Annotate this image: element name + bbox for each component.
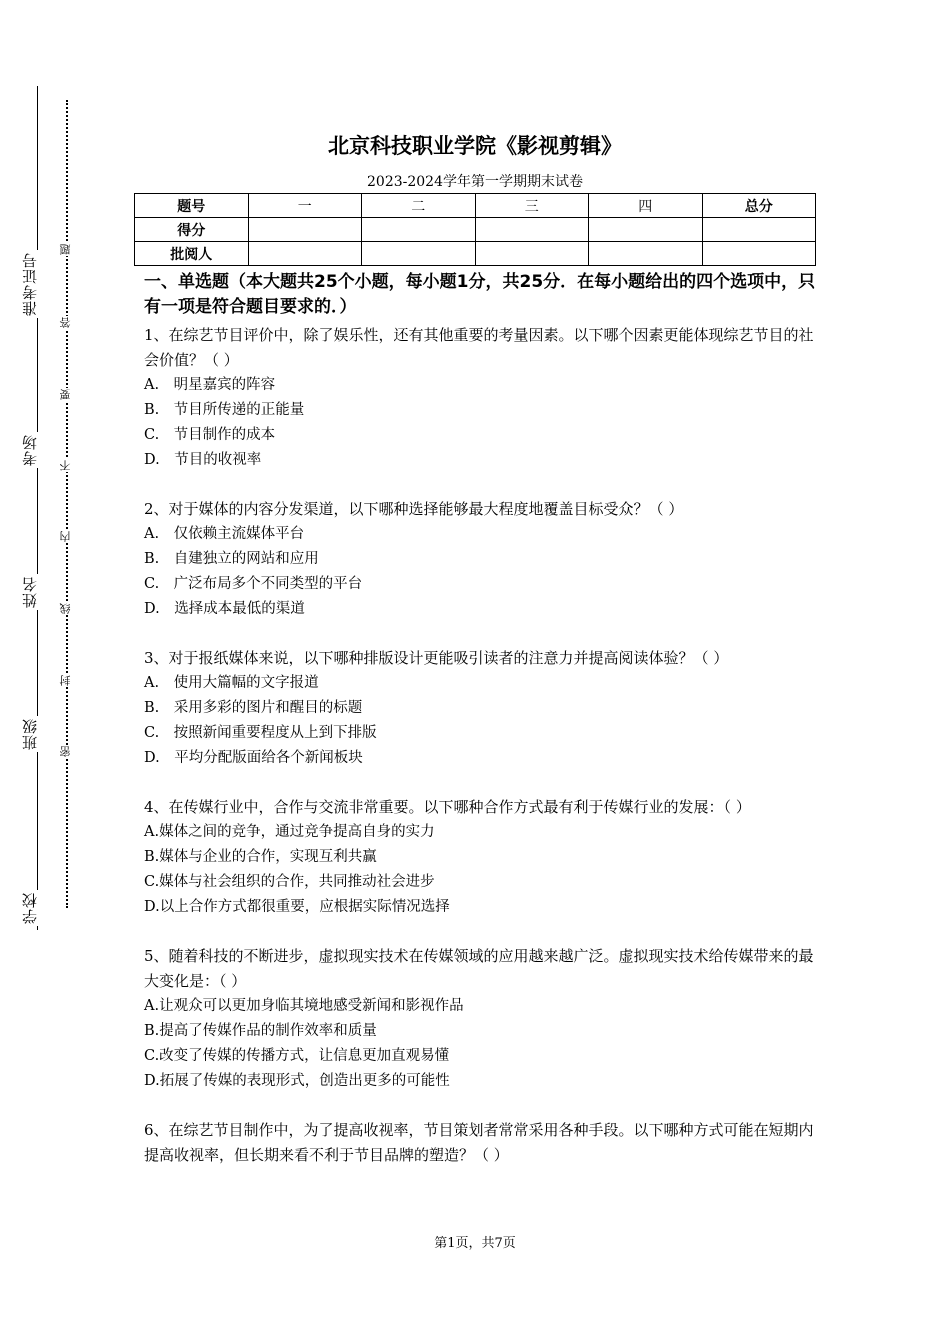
row-label: 得分 [135, 218, 249, 242]
seal-char: 密 [59, 746, 72, 757]
seal-dotted-line [66, 100, 68, 908]
option-c: C. 广泛布局多个不同类型的平台 [144, 576, 363, 592]
seal-char: 题 [59, 244, 72, 255]
exam-number-label: 准考证号 [21, 252, 39, 316]
col-header: 二 [362, 194, 476, 218]
question-stem: 4、在传媒行业中，合作与交流非常重要。以下哪种合作方式最有利于传媒行业的发展：（ ） [144, 798, 751, 816]
school-label: 学校 [21, 892, 39, 924]
seal-char: 内 [59, 531, 72, 542]
option-a: A. 仅依赖主流媒体平台 [144, 526, 305, 542]
col-header: 四 [589, 194, 703, 218]
option-d: D.拓展了传媒的表现形式，创造出更多的可能性 [144, 1073, 450, 1089]
question-stem: 1、在综艺节目评价中，除了娱乐性，还有其他重要的考量因素。以下哪个因素更能体现综艺节目的社会价值？（ ） [144, 326, 814, 369]
option-c: C.改变了传媒的传播方式，让信息更加直观易懂 [144, 1048, 450, 1064]
question-4 [144, 795, 816, 920]
option-a: A.媒体之间的竞争，通过竞争提高自身的实力 [144, 824, 435, 840]
grader-row [135, 242, 816, 266]
seal-char: 要 [59, 389, 72, 400]
option-b: B. 采用多彩的图片和醒目的标题 [144, 700, 363, 716]
question-stem: 3、对于报纸媒体来说，以下哪种排版设计更能吸引读者的注意力并提高阅读体验？（ ） [144, 649, 729, 667]
col-header: 三 [475, 194, 589, 218]
question-stem: 5、随着科技的不断进步，虚拟现实技术在传媒领域的应用越来越广泛。虚拟现实技术给传媒带来的最大变化是：（ ） [144, 947, 814, 990]
class-label: 班级 [21, 718, 39, 750]
seal-char: 答 [59, 317, 72, 328]
binding-line [37, 86, 38, 930]
option-b: B.媒体与企业的合作，实现互利共赢 [144, 849, 377, 865]
score-cell [362, 218, 476, 242]
grader-cell [362, 242, 476, 266]
question-stem: 2、对于媒体的内容分发渠道，以下哪种选择能够最大程度地覆盖目标受众？（ ） [144, 500, 684, 518]
page-footer: 第1页，共7页 [434, 1236, 516, 1251]
option-c: C.媒体与社会组织的合作，共同推动社会进步 [144, 874, 435, 890]
score-cell [702, 218, 816, 242]
question-6 [144, 1118, 816, 1168]
question-stem: 6、在综艺节目制作中，为了提高收视率，节目策划者常常采用各种手段。以下哪种方式可能在短期内提高收视率，但长期来看不利于节目品牌的塑造？（ ） [144, 1121, 814, 1164]
option-a: A. 明星嘉宾的阵容 [144, 377, 276, 393]
option-a: A.让观众可以更加身临其境地感受新闻和影视作品 [144, 998, 464, 1014]
seal-char: 封 [59, 675, 72, 686]
seal-char: 不 [59, 460, 72, 471]
option-b: B. 自建独立的网站和应用 [144, 551, 319, 567]
question-5 [144, 944, 816, 1094]
score-cell [475, 218, 589, 242]
score-cell [248, 218, 362, 242]
grader-cell [475, 242, 589, 266]
question-3 [144, 646, 816, 771]
seal-char: 线 [59, 603, 72, 614]
option-b: B. 节目所传递的正能量 [144, 402, 305, 418]
exam-content [144, 270, 816, 1192]
option-d: D. 选择成本最低的渠道 [144, 601, 305, 617]
row-label: 批阅人 [135, 242, 249, 266]
question-1 [144, 323, 816, 473]
exam-title: 北京科技职业学院《影视剪辑》 [328, 134, 622, 158]
section-heading: 一、单选题（本大题共25个小题，每小题1分，共25分．在每小题给出的四个选项中，只有一项是符合题目要求的．） [144, 272, 816, 317]
question-2 [144, 497, 816, 622]
option-d: D. 节目的收视率 [144, 452, 262, 468]
option-a: A. 使用大篇幅的文字报道 [144, 675, 319, 691]
option-c: C. 按照新闻重要程度从上到下排版 [144, 725, 377, 741]
name-label: 姓名 [21, 576, 39, 608]
col-header: 一 [248, 194, 362, 218]
exam-room-label: 考场 [21, 434, 39, 466]
score-cell [589, 218, 703, 242]
option-c: C. 节目制作的成本 [144, 427, 276, 443]
grader-cell [589, 242, 703, 266]
score-row [135, 218, 816, 242]
option-d: D.以上合作方式都很重要，应根据实际情况选择 [144, 899, 450, 915]
score-table-header-row [135, 194, 816, 218]
option-d: D. 平均分配版面给各个新闻板块 [144, 750, 363, 766]
col-header: 题号 [135, 194, 249, 218]
score-table [134, 193, 816, 266]
grader-cell [248, 242, 362, 266]
col-header: 总分 [702, 194, 816, 218]
option-b: B.提高了传媒作品的制作效率和质量 [144, 1023, 377, 1039]
grader-cell [702, 242, 816, 266]
exam-subtitle: 2023-2024学年第一学期期末试卷 [367, 174, 583, 190]
